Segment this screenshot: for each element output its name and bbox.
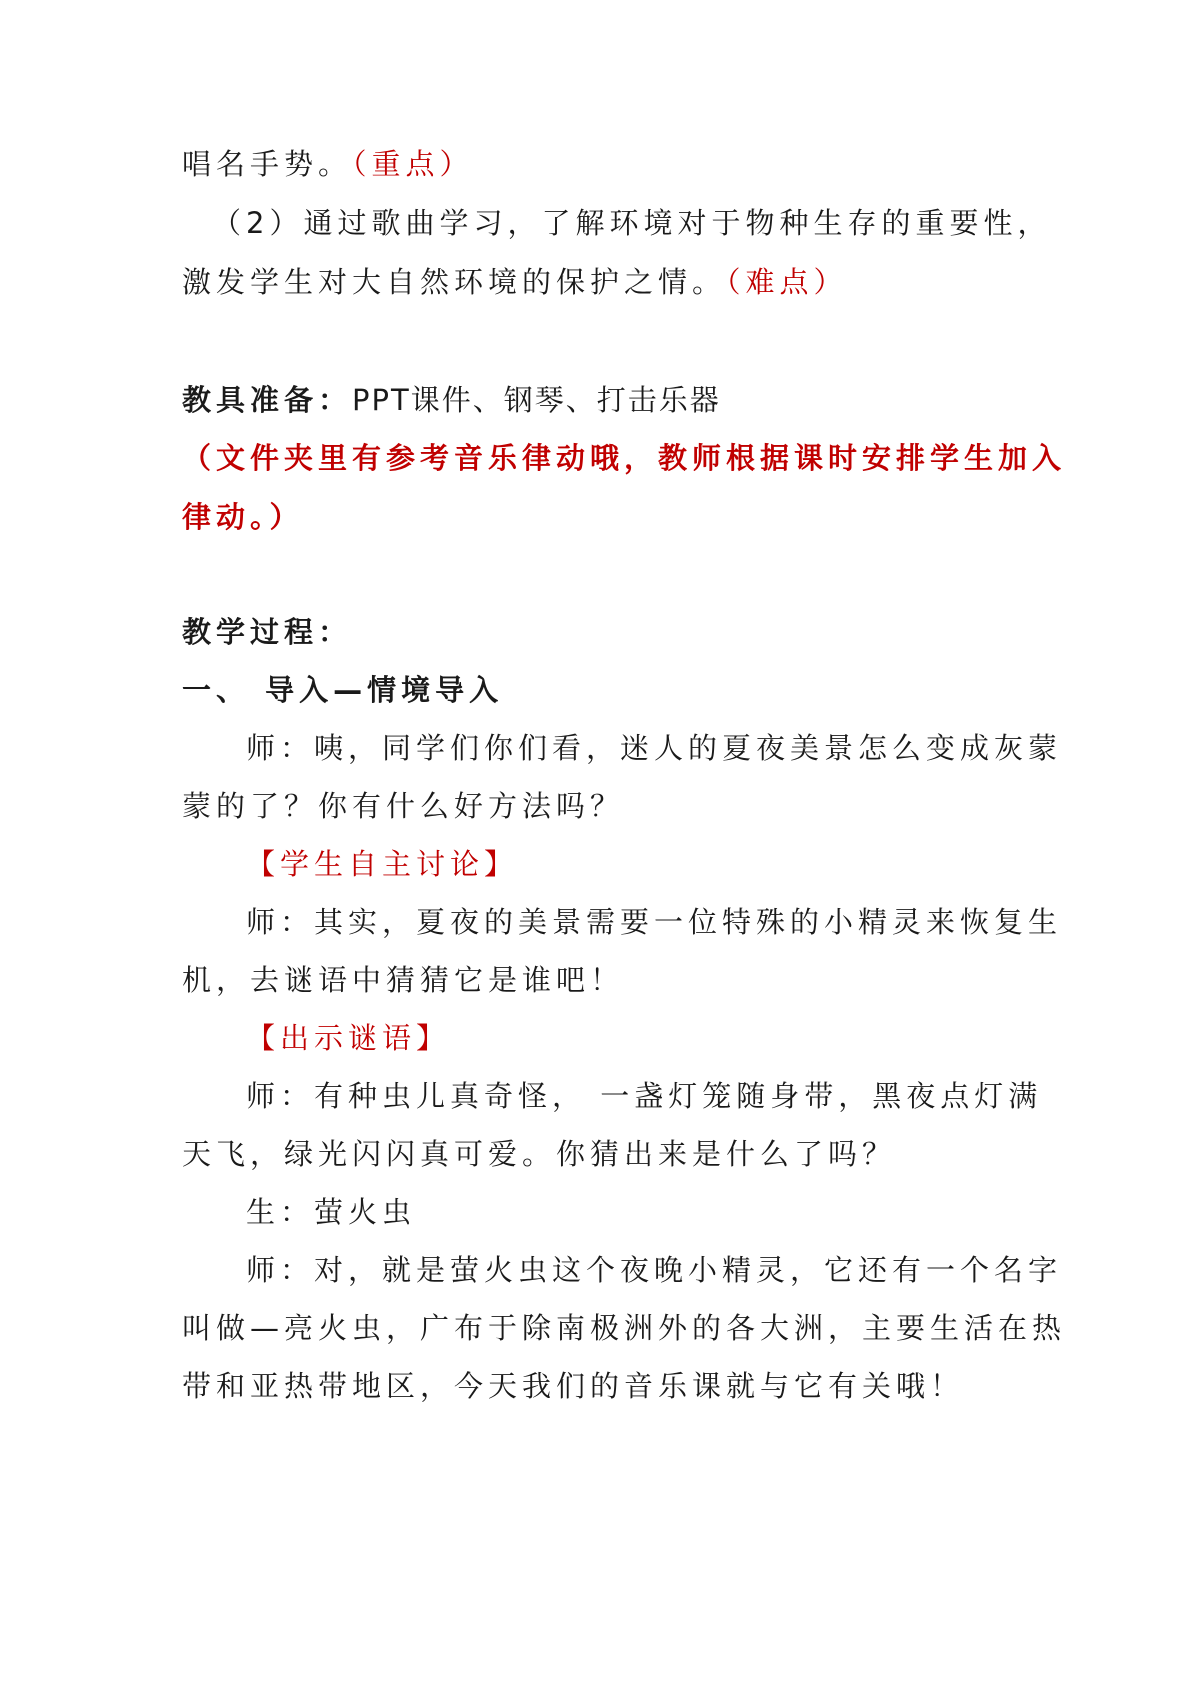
dialogue-teacher-4b: 叫做—亮火虫，广布于除南极洲外的各大洲，主要生活在热: [182, 1311, 1067, 1345]
tools-note-line-1: （文件夹里有参考音乐律动哦，教师根据课时安排学生加入: [182, 441, 1067, 475]
tools-note-line-2: 律动。）: [182, 500, 304, 534]
dialogue-teacher-4c: 带和亚热带地区，今天我们的音乐课就与它有关哦！: [182, 1369, 965, 1403]
objective-text: 唱名手势。: [182, 147, 353, 181]
section-1-title: 一、 导入—情境导入: [182, 673, 504, 707]
dialogue-teacher-4a: 师：对，就是萤火虫这个夜晚小精灵，它还有一个名字: [246, 1253, 1063, 1287]
activity-tag-riddle: 【出示谜语】: [246, 1021, 451, 1055]
teaching-tools-label: 教具准备：: [182, 383, 353, 417]
dialogue-student-1: 生：萤火虫: [246, 1195, 417, 1229]
objective-line-3: [182, 262, 1042, 302]
dialogue-teacher-1a: 师：咦，同学们你们看，迷人的夏夜美景怎么变成灰蒙: [246, 731, 1063, 765]
objective-line-2: （2）通过歌曲学习，了解环境对于物种生存的重要性，: [212, 206, 1052, 240]
objective-line-1: [182, 144, 1042, 184]
dialogue-teacher-3a: 师：有种虫儿真奇怪， 一盏灯笼随身带，黑夜点灯满: [246, 1079, 1043, 1113]
objective-text: 激发学生对大自然环境的保护之情。: [182, 265, 727, 299]
activity-tag-discussion: 【学生自主讨论】: [246, 847, 519, 881]
dialogue-teacher-2b: 机，去谜语中猜猜它是谁吧！: [182, 963, 625, 997]
key-point-tag: （重点）: [352, 147, 474, 181]
dialogue-teacher-1b: 蒙的了？你有什么好方法吗？: [182, 789, 625, 823]
dialogue-teacher-2a: 师：其实，夏夜的美景需要一位特殊的小精灵来恢复生: [246, 905, 1063, 939]
teaching-tools: [182, 380, 1042, 420]
teaching-tools-value: PPT课件、钢琴、打击乐器: [352, 383, 721, 417]
process-heading: 教学过程：: [182, 615, 353, 649]
dialogue-teacher-3b: 天飞，绿光闪闪真可爱。你猜出来是什么了吗？: [182, 1137, 897, 1171]
difficulty-tag: （难点）: [726, 265, 848, 299]
